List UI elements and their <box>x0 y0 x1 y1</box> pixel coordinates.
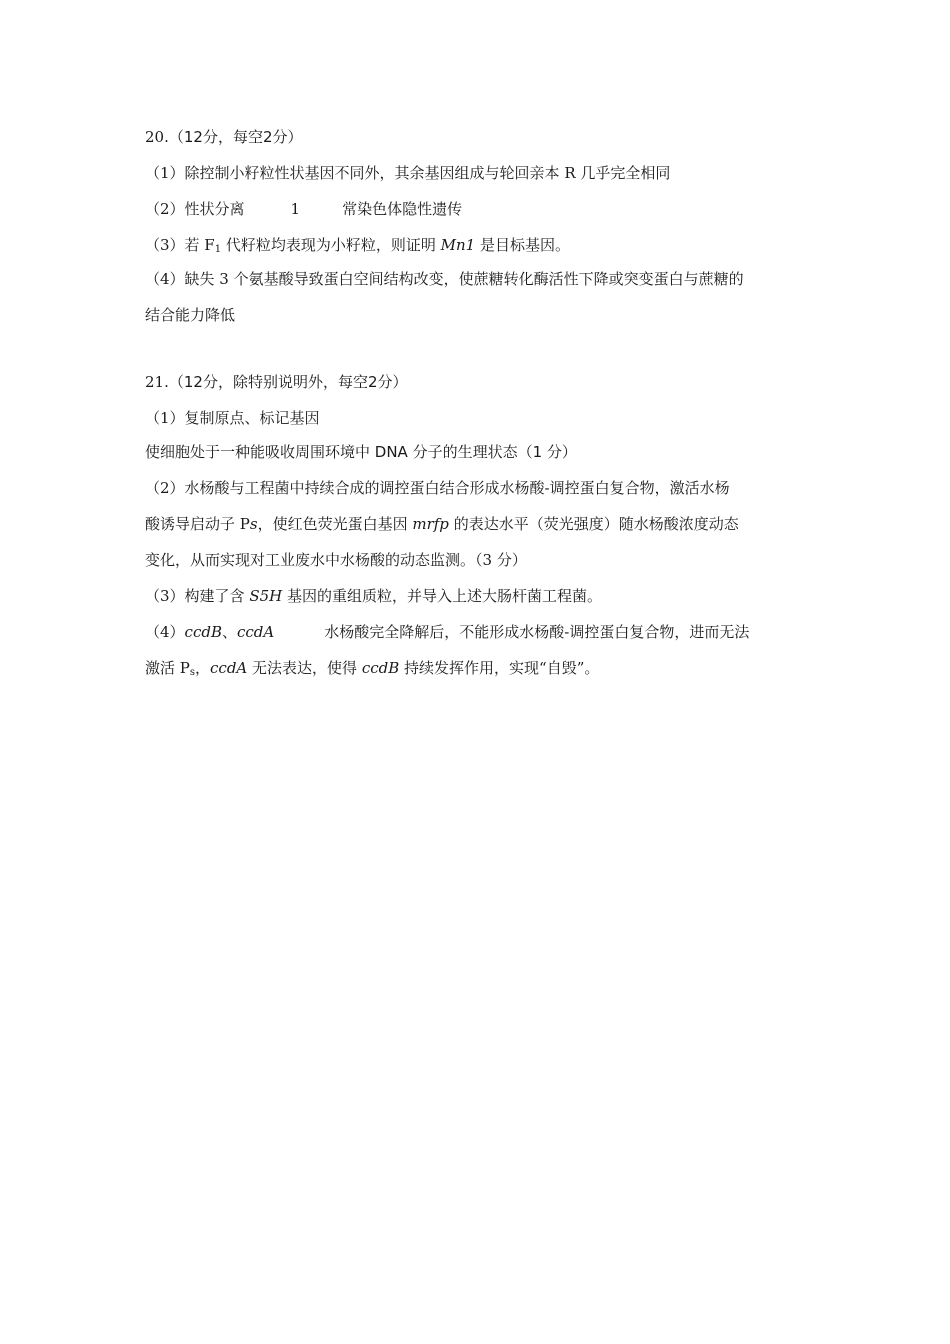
q20-ratio: 1 <box>290 200 301 218</box>
q21-number: 21. <box>145 373 169 391</box>
q21-answer-4-line-2: 激活 $P_s$，ccdA 无法表达，使得 ccdB 持续发挥作用，实现“自毁”。 <box>145 659 600 678</box>
q21-answer-1-line-2: 使细胞处于一种能吸收周围环境中 DNA 分子的生理状态（1 分） <box>145 443 577 461</box>
gene-s5h: S5H <box>249 587 283 605</box>
q21-answer-2-line-2: 酸诱导启动子 Ps，使红色荧光蛋白基因 mrfp 的表达水平（荧光强度）随水杨酸浓度动态 <box>145 515 739 533</box>
gene-mn1: Mn1 <box>440 236 476 254</box>
q20-answer-4-line-2: 结合能力降低 <box>145 306 236 324</box>
q20-answer-3: （3）若 $F_1$ 代籽粒均表现为小籽粒，则证明 Mn1 是目标基因。 <box>145 236 571 255</box>
q20-number: 20. <box>145 128 169 146</box>
q21-answer-4-line-1: （4）ccdB、ccdA 水杨酸完全降解后，不能形成水杨酸-调控蛋白复合物，进而无法 <box>145 623 750 641</box>
q20-answer-4-line-1: （4）缺失 3 个氨基酸导致蛋白空间结构改变，使蔗糖转化酶活性下降或突变蛋白与蔗糖的 <box>145 270 744 288</box>
q20-answer-1: （1）除控制小籽粒性状基因不同外，其余基因组成与轮回亲本 R 几乎完全相同 <box>145 164 671 182</box>
gene-ccda: ccdA <box>237 623 275 641</box>
gene-ccdb: ccdB <box>184 623 222 641</box>
q21-answer-3: （3）构建了含 S5H 基因的重组质粒，并导入上述大肠杆菌工程菌。 <box>145 587 602 605</box>
q20-title: 20.（12分，每空2分） <box>145 128 303 146</box>
q21-title: 21.（12分，除特别说明外，每空2分） <box>145 373 408 391</box>
q20-answer-2: （2）性状分离 1 常染色体隐性遗传 <box>145 200 463 218</box>
q21-answer-2-line-1: （2）水杨酸与工程菌中持续合成的调控蛋白结合形成水杨酸-调控蛋白复合物，激活水杨 <box>145 479 730 497</box>
q21-answer-1-line-1: （1）复制原点、标记基因 <box>145 409 320 427</box>
gene-mrfp: mrfp <box>412 515 449 533</box>
q21-answer-2-line-3: 变化，从而实现对工业废水中水杨酸的动态监测。（3 分） <box>145 551 527 569</box>
